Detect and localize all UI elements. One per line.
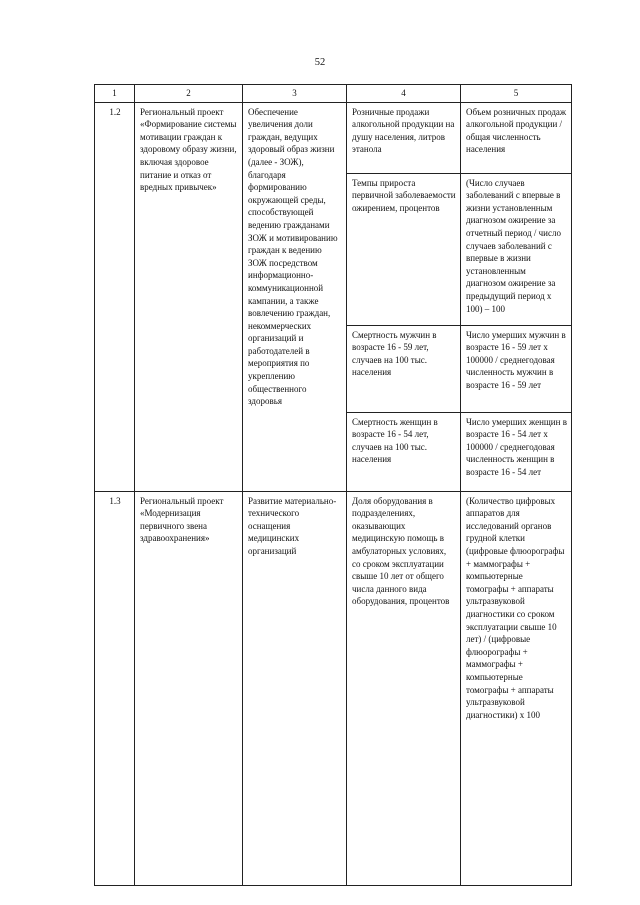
header-cell: 1 bbox=[95, 85, 135, 103]
header-cell: 3 bbox=[243, 85, 347, 103]
indicator-name-cell: Смертность женщин в возрасте 16 - 54 лет, случаев на 100 тыс. населения bbox=[347, 412, 461, 491]
indicator-formula-cell: (Число случаев заболеваний с впервые в жизни установленным диагнозом ожирение за отчетный период / число случаев заболеваний с впервые в жизни установленным диагнозом ожирение за предыдущий период х 100) – 100 bbox=[461, 173, 572, 325]
indicator-name-cell: Доля оборудования в подразделениях, оказывающих медицинскую помощь в амбулаторных условиях, со сроком эксплуатации свыше 10 лет от общего числа данного вида оборудования, процентов bbox=[347, 491, 461, 885]
header-cell: 5 bbox=[461, 85, 572, 103]
indicator-name-cell: Розничные продажи алкогольной продукции на душу населения, литров этанола bbox=[347, 102, 461, 173]
indicator-formula-cell: Число умерших мужчин в возрасте 16 - 59 лет х 100000 / среднегодовая численность мужчин в возрасте 16 - 59 лет bbox=[461, 325, 572, 412]
indicator-formula-cell: Число умерших женщин в возрасте 16 - 54 лет х 100000 / среднегодовая численность женщин в возрасте 16 - 54 лет bbox=[461, 412, 572, 491]
indicator-formula-cell: (Количество цифровых аппаратов для исследований органов грудной клетки (цифровые флюорографы + маммографы + компьютерные томографы + аппараты ультразвуковой диагностики со сроком эксплуатации свыше 10 лет) / (цифровые флюорографы + маммографы + компьютерные томографы + аппараты ультразвуковой диагностики) х 100 bbox=[461, 491, 572, 885]
page-number: 52 bbox=[314, 57, 326, 68]
header-cell: 2 bbox=[135, 85, 243, 103]
indicator-formula-cell: Объем розничных продаж алкогольной продукции / общая численность населения bbox=[461, 102, 572, 173]
table-row bbox=[95, 102, 572, 173]
table-header-row bbox=[95, 85, 572, 103]
header-cell: 4 bbox=[347, 85, 461, 103]
row-number-cell: 1.2 bbox=[95, 102, 135, 491]
goal-cell: Обеспечение увеличения доли граждан, ведущих здоровый образ жизни (далее - ЗОЖ), благодаря формированию окружающей среды, способствующей ведению гражданами ЗОЖ и мотивированию граждан к ведению ЗОЖ посредством информационно-коммуникационной кампании, а также вовлечению граждан, некоммерческих организаций и работодателей в мероприятия по укреплению общественного здоровья bbox=[243, 102, 347, 491]
table-row bbox=[95, 491, 572, 885]
indicator-name-cell: Смертность мужчин в возрасте 16 - 59 лет, случаев на 100 тыс. населения bbox=[347, 325, 461, 412]
indicator-name-cell: Темпы прироста первичной заболеваемости ожирением, процентов bbox=[347, 173, 461, 325]
project-name-cell: Региональный проект «Модернизация первичного звена здравоохранения» bbox=[135, 491, 243, 885]
row-number-cell: 1.3 bbox=[95, 491, 135, 885]
project-name-cell: Региональный проект «Формирование системы мотивации граждан к здоровому образу жизни, включая здоровое питание и отказ от вредных привычек» bbox=[135, 102, 243, 491]
indicators-table bbox=[94, 84, 572, 886]
goal-cell: Развитие материально-технического оснащения медицинских организаций bbox=[243, 491, 347, 885]
